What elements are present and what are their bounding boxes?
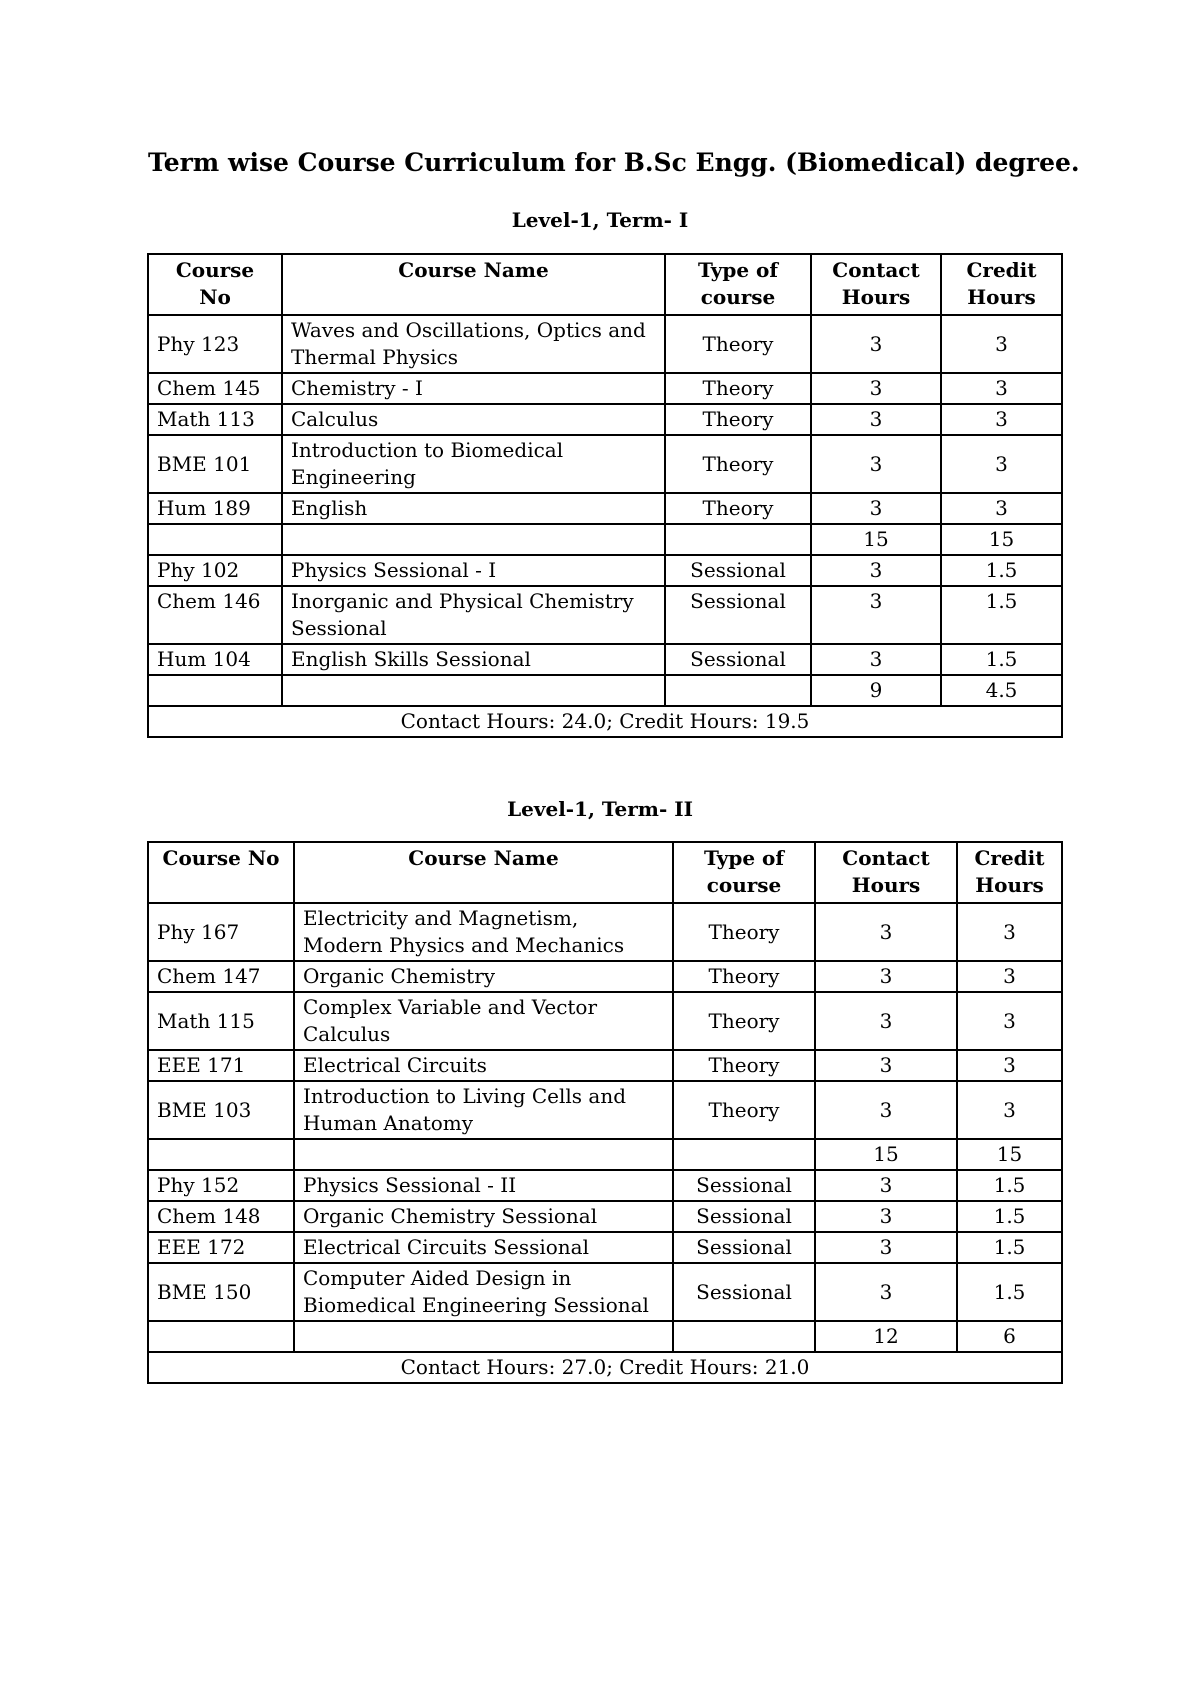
course-type-cell: Theory [665,493,811,524]
header-course-name: Course Name [294,842,673,903]
course-no-cell: Phy 102 [148,555,282,586]
course-name-cell: Physics Sessional - I [282,555,665,586]
table-row [148,903,1062,961]
course-name-cell: Organic Chemistry Sessional [294,1201,673,1232]
course-name-cell: Electrical Circuits Sessional [294,1232,673,1263]
course-no-cell: EEE 172 [148,1232,294,1263]
contact-hours-cell: 3 [811,315,941,373]
subtotal-row [148,1321,1062,1352]
course-type-cell: Theory [673,992,815,1050]
header-type: Type of course [665,254,811,315]
contact-hours-cell: 3 [815,1263,957,1321]
course-type-cell: Sessional [673,1201,815,1232]
header-contact-hours: Contact Hours [815,842,957,903]
table-row [148,315,1062,373]
credit-hours-cell: 3 [957,961,1062,992]
course-type-cell: Sessional [665,644,811,675]
contact-hours-cell: 3 [811,555,941,586]
course-no-cell [148,675,282,706]
credit-hours-cell: 4.5 [941,675,1062,706]
credit-hours-cell: 3 [941,435,1062,493]
contact-hours-cell: 3 [815,992,957,1050]
contact-hours-cell: 12 [815,1321,957,1352]
contact-hours-cell: 15 [811,524,941,555]
course-type-cell: Theory [673,903,815,961]
credit-hours-cell: 3 [941,315,1062,373]
course-name-cell [294,1321,673,1352]
course-name-cell: Waves and Oscillations, Optics and Thermal Physics [282,315,665,373]
course-name-cell [294,1139,673,1170]
term2-heading: Level-1, Term- II [507,797,693,821]
table-row [148,493,1062,524]
course-name-cell: Organic Chemistry [294,961,673,992]
course-type-cell: Sessional [673,1170,815,1201]
term1-heading: Level-1, Term- I [511,208,689,232]
course-name-cell [282,675,665,706]
credit-hours-cell: 3 [941,373,1062,404]
course-no-cell: Phy 152 [148,1170,294,1201]
credit-hours-cell: 3 [941,404,1062,435]
credit-hours-cell: 1.5 [957,1170,1062,1201]
term1-total-row [148,706,1062,737]
contact-hours-cell: 3 [811,644,941,675]
table-row [148,1050,1062,1081]
course-type-cell [673,1139,815,1170]
course-name-cell: Computer Aided Design in Biomedical Engineering Sessional [294,1263,673,1321]
contact-hours-cell: 9 [811,675,941,706]
table-row [148,644,1062,675]
course-type-cell: Theory [665,373,811,404]
course-no-cell: BME 103 [148,1081,294,1139]
credit-hours-cell: 1.5 [941,555,1062,586]
table-row [148,586,1062,644]
contact-hours-cell: 3 [811,586,941,644]
course-no-cell [148,524,282,555]
course-no-cell: Math 113 [148,404,282,435]
course-no-cell: Phy 123 [148,315,282,373]
course-no-cell: Phy 167 [148,903,294,961]
credit-hours-cell: 3 [957,903,1062,961]
contact-hours-cell: 3 [815,1081,957,1139]
credit-hours-cell: 3 [957,992,1062,1050]
course-type-cell: Sessional [673,1232,815,1263]
course-type-cell: Theory [673,961,815,992]
credit-hours-cell: 1.5 [957,1201,1062,1232]
table-header-row [148,842,1062,903]
course-no-cell: Math 115 [148,992,294,1050]
term1-rows [148,315,1062,706]
subtotal-row [148,1139,1062,1170]
page-title: Term wise Course Curriculum for B.Sc Engg. (Biomedical) degree. [148,148,1080,177]
term1-table [147,253,1063,738]
contact-hours-cell: 3 [811,373,941,404]
credit-hours-cell: 3 [957,1081,1062,1139]
course-no-cell: Chem 145 [148,373,282,404]
term1-total: Contact Hours: 24.0; Credit Hours: 19.5 [148,706,1062,737]
course-no-cell: BME 150 [148,1263,294,1321]
course-no-cell [148,1139,294,1170]
course-no-cell: Chem 146 [148,586,282,644]
table-row [148,961,1062,992]
contact-hours-cell: 3 [811,493,941,524]
course-no-cell: Chem 147 [148,961,294,992]
course-name-cell: Electricity and Magnetism, Modern Physics and Mechanics [294,903,673,961]
contact-hours-cell: 3 [815,1050,957,1081]
course-name-cell: Introduction to Biomedical Engineering [282,435,665,493]
header-type: Type of course [673,842,815,903]
subtotal-row [148,675,1062,706]
credit-hours-cell: 3 [941,493,1062,524]
subtotal-row [148,524,1062,555]
header-course-no: Course No [148,842,294,903]
course-no-cell: Hum 189 [148,493,282,524]
table-row [148,1170,1062,1201]
course-name-cell: Electrical Circuits [294,1050,673,1081]
course-name-cell: Complex Variable and Vector Calculus [294,992,673,1050]
table-row [148,1263,1062,1321]
table-row [148,555,1062,586]
course-name-cell: Chemistry - I [282,373,665,404]
course-no-cell: Hum 104 [148,644,282,675]
contact-hours-cell: 3 [815,1170,957,1201]
contact-hours-cell: 15 [815,1139,957,1170]
course-no-cell: Chem 148 [148,1201,294,1232]
table-row [148,1232,1062,1263]
course-type-cell: Theory [673,1050,815,1081]
table-row [148,1201,1062,1232]
course-name-cell [282,524,665,555]
credit-hours-cell: 1.5 [957,1263,1062,1321]
contact-hours-cell: 3 [811,435,941,493]
course-type-cell [665,675,811,706]
table-row [148,404,1062,435]
credit-hours-cell: 1.5 [941,644,1062,675]
course-name-cell: English [282,493,665,524]
course-name-cell: Introduction to Living Cells and Human Anatomy [294,1081,673,1139]
contact-hours-cell: 3 [815,903,957,961]
course-no-cell: BME 101 [148,435,282,493]
table-row [148,373,1062,404]
contact-hours-cell: 3 [811,404,941,435]
credit-hours-cell: 1.5 [957,1232,1062,1263]
term2-rows [148,903,1062,1352]
term2-total: Contact Hours: 27.0; Credit Hours: 21.0 [148,1352,1062,1383]
course-no-cell [148,1321,294,1352]
course-name-cell: Physics Sessional - II [294,1170,673,1201]
contact-hours-cell: 3 [815,1201,957,1232]
course-type-cell: Sessional [665,555,811,586]
table-row [148,1081,1062,1139]
header-credit-hours: Credit Hours [957,842,1062,903]
header-course-name: Course Name [282,254,665,315]
course-type-cell: Theory [673,1081,815,1139]
credit-hours-cell: 15 [941,524,1062,555]
credit-hours-cell: 6 [957,1321,1062,1352]
course-no-cell: EEE 171 [148,1050,294,1081]
header-contact-hours: Contact Hours [811,254,941,315]
term2-table [147,841,1063,1384]
contact-hours-cell: 3 [815,1232,957,1263]
course-name-cell: Calculus [282,404,665,435]
course-name-cell: English Skills Sessional [282,644,665,675]
credit-hours-cell: 1.5 [941,586,1062,644]
term2-total-row [148,1352,1062,1383]
table-row [148,435,1062,493]
course-type-cell: Sessional [673,1263,815,1321]
contact-hours-cell: 3 [815,961,957,992]
header-credit-hours: Credit Hours [941,254,1062,315]
course-type-cell: Theory [665,404,811,435]
course-type-cell: Theory [665,315,811,373]
course-type-cell [665,524,811,555]
course-type-cell: Theory [665,435,811,493]
table-row [148,992,1062,1050]
credit-hours-cell: 15 [957,1139,1062,1170]
course-name-cell: Inorganic and Physical Chemistry Sessional [282,586,665,644]
header-course-no: Course No [148,254,282,315]
credit-hours-cell: 3 [957,1050,1062,1081]
course-type-cell: Sessional [665,586,811,644]
course-type-cell [673,1321,815,1352]
table-header-row [148,254,1062,315]
